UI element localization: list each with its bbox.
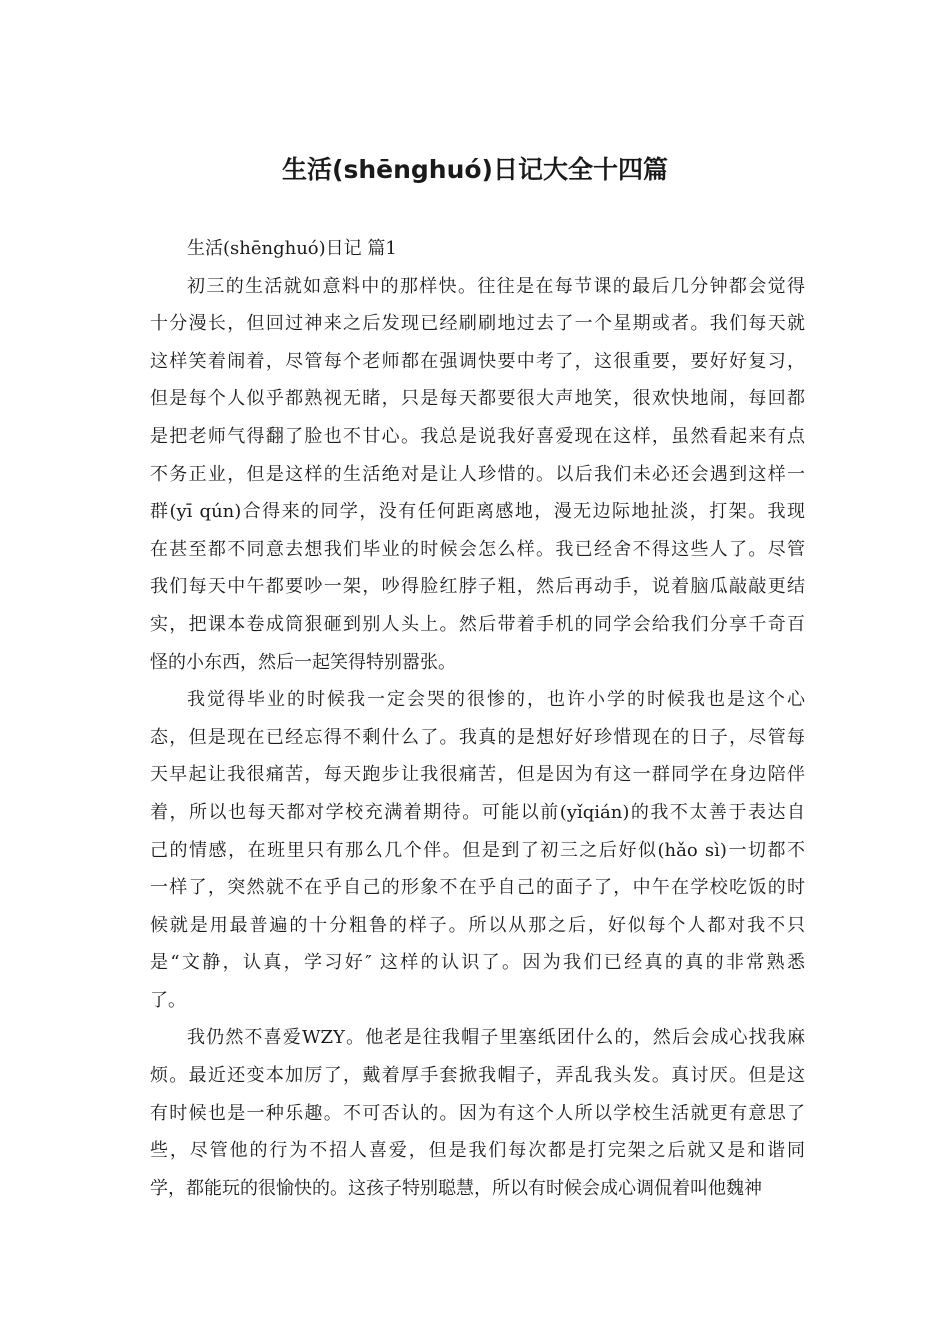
text-line: 怪的小东西，然后一起笑得特别嚣张。 <box>150 651 456 673</box>
text-line: 态，但是现在已经忘得不剩什么了。我真的是想好好珍惜现在的日子，尽管每 <box>150 726 805 748</box>
text-line: 初三的生活就如意料中的那样快。往往是在每节课的最后几分钟都会觉得 <box>187 275 805 297</box>
text-line: 群(yī qún)合得来的同学，没有任何距离感地，漫无边际地扯淡，打架。我现 <box>150 501 805 523</box>
document-body <box>150 230 805 1207</box>
text-line: 十分漫长，但回过神来之后发现已经刷刷地过去了一个星期或者。我们每天就 <box>150 313 805 335</box>
text-line: 了。 <box>150 989 186 1011</box>
document-title: 生活(shēnghuó)日记大全十四篇 <box>282 155 668 184</box>
text-line: 在甚至都不同意去想我们毕业的时候会怎么样。我已经舍不得这些人了。尽管 <box>150 538 805 560</box>
paragraph <box>150 1019 805 1207</box>
text-line: 不务正业，但是这样的生活绝对是让人珍惜的。以后我们未必还会遇到这样一 <box>150 463 805 485</box>
paragraph <box>150 681 805 1019</box>
text-line: 我觉得毕业的时候我一定会哭的很惨的，也许小学的时候我也是这个心 <box>187 689 805 711</box>
text-line: 学，都能玩的很愉快的。这孩子特别聪慧，所以有时候会成心调侃着叫他魏神 <box>150 1177 762 1199</box>
text-line: 一样了，突然就不在乎自己的形象不在乎自己的面子了，中午在学校吃饭的时 <box>150 877 805 899</box>
text-line: 有时候也是一种乐趣。不可否认的。因为有这个人所以学校生活就更有意思了 <box>150 1102 805 1124</box>
text-line: 实，把课本卷成筒狠砸到别人头上。然后带着手机的同学会给我们分享千奇百 <box>150 613 805 635</box>
text-line: 候就是用最普遍的十分粗鲁的样子。所以从那之后，好似每个人都对我不只 <box>150 914 805 936</box>
text-line: 烦。最近还变本加厉了，戴着厚手套掀我帽子，弄乱我头发。真讨厌。但是这 <box>150 1065 805 1087</box>
text-line: 但是每个人似乎都熟视无睹，只是每天都要很大声地笑，很欢快地闹，每回都 <box>150 388 805 410</box>
paragraph <box>150 268 805 682</box>
text-line: 我仍然不喜爱WZY。他老是往我帽子里塞纸团什么的，然后会成心找我麻 <box>187 1027 805 1049</box>
text-line: 是把老师气得翻了脸也不甘心。我总是说我好喜爱现在这样，虽然看起来有点 <box>150 425 805 447</box>
text-line: 我们每天中午都要吵一架，吵得脸红脖子粗，然后再动手，说着脑瓜敲敲更结 <box>150 576 805 598</box>
section-heading: 生活(shēnghuó)日记 篇1 <box>187 238 397 259</box>
text-line: 些，尽管他的行为不招人喜爱，但是我们每次都是打完架之后就又是和谐同 <box>150 1140 805 1162</box>
text-line: 这样笑着闹着，尽管每个老师都在强调快要中考了，这很重要，要好好复习， <box>150 350 805 372</box>
text-line: 天早起让我很痛苦，每天跑步让我很痛苦，但是因为有这一群同学在身边陪伴 <box>150 764 805 786</box>
text-line: 己的情感，在班里只有那么几个伴。但是到了初三之后好似(hǎo sì)一切都不 <box>150 839 805 861</box>
text-line: 着，所以也每天都对学校充满着期待。可能以前(yǐqián)的我不太善于表达自 <box>150 801 805 823</box>
text-line: 是“文静，认真，学习好″ 这样的认识了。因为我们已经真的真的非常熟悉 <box>150 952 805 974</box>
